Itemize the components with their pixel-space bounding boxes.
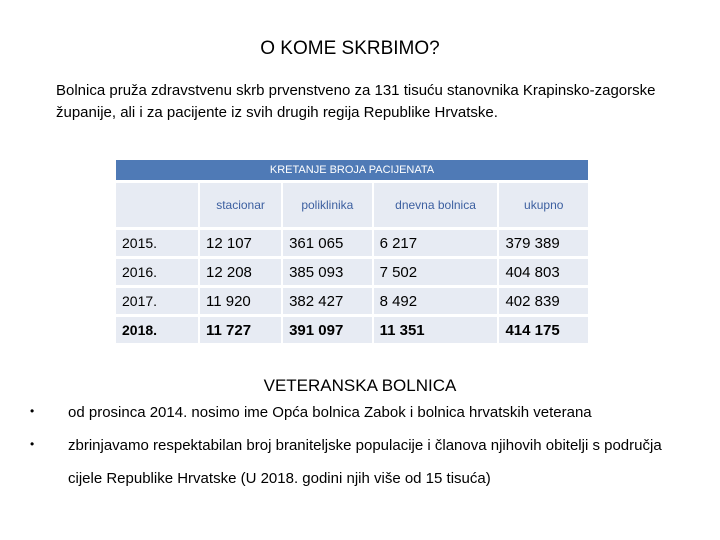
table-cell: 8 492 — [374, 288, 498, 314]
intro-paragraph: Bolnica pruža zdravstvenu skrb prvenstveno za 131 tisuću stanovnika Krapinsko-zagorske županije, ali i za pacijente iz svih drugih regija Republike Hrvatske. — [56, 82, 656, 121]
table-cell: 11 920 — [200, 288, 281, 314]
table-cell: 402 839 — [499, 288, 588, 314]
column-header: poliklinika — [283, 183, 371, 227]
bullet-marker: • — [30, 437, 35, 451]
table-cell: 6 217 — [374, 230, 498, 256]
table-corner-cell — [116, 183, 198, 227]
table-cell: 379 389 — [499, 230, 588, 256]
year-cell: 2015. — [116, 230, 198, 256]
section-title: VETERANSKA BOLNICA — [263, 376, 457, 395]
column-header: dnevna bolnica — [374, 183, 498, 227]
table-cell: 361 065 — [283, 230, 371, 256]
table-cell: 7 502 — [374, 259, 498, 285]
table-cell: 11 727 — [200, 317, 281, 343]
table-cell: 11 351 — [374, 317, 498, 343]
page-title: O KOME SKRBIMO? — [260, 38, 440, 59]
table-row — [116, 259, 588, 285]
table-caption: KRETANJE BROJA PACIJENATA — [116, 160, 588, 180]
year-cell: 2016. — [116, 259, 198, 285]
year-cell: 2018. — [116, 317, 198, 343]
column-header: ukupno — [499, 183, 588, 227]
table-cell: 391 097 — [283, 317, 371, 343]
year-cell: 2017. — [116, 288, 198, 314]
table-cell: 414 175 — [499, 317, 588, 343]
table-cell: 382 427 — [283, 288, 371, 314]
patient-table — [116, 160, 588, 346]
table-cell: 385 093 — [283, 259, 371, 285]
table-cell: 12 107 — [200, 230, 281, 256]
bullet-marker: • — [30, 404, 35, 418]
column-header: stacionar — [200, 183, 281, 227]
bullet-text: od prosinca 2014. nosimo ime Opća bolnica Zabok i bolnica hrvatskih veterana — [68, 404, 592, 421]
table-cell: 12 208 — [200, 259, 281, 285]
table-row — [116, 288, 588, 314]
table-row — [116, 230, 588, 256]
bullet-text: zbrinjavamo respektabilan broj braniteljske populacije i članova njihovih obitelji s područja cijele Republike Hrvatske (U 2018. godini njih više od 15 tisuća) — [68, 437, 662, 487]
table-cell: 404 803 — [499, 259, 588, 285]
table-row — [116, 317, 588, 343]
